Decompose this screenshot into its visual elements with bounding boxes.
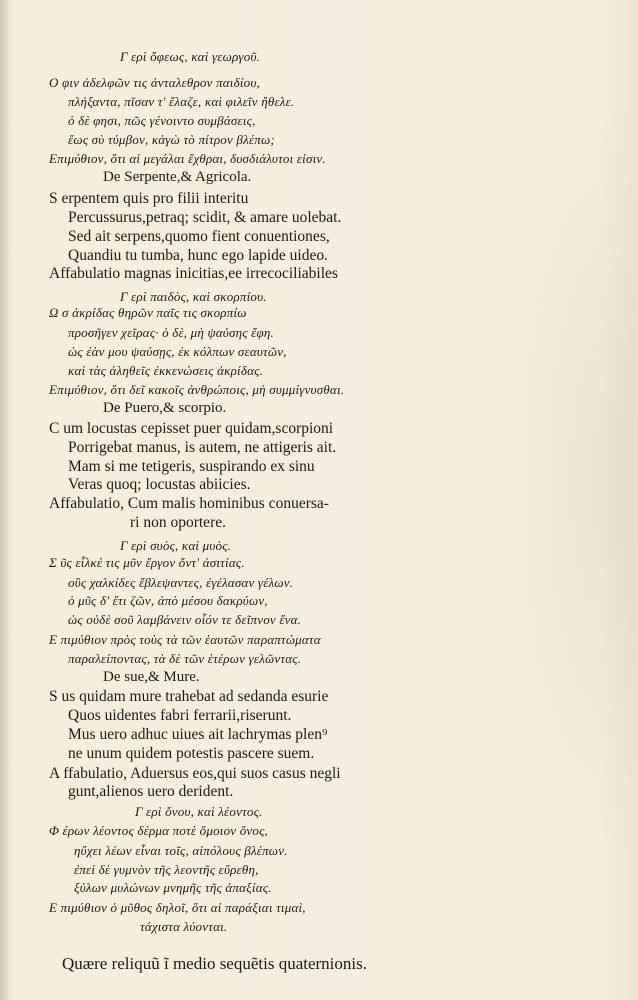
latin-verse: S erpentem quis pro filii interitu xyxy=(49,190,249,207)
greek-moral: Επιμύθιον, ὅτι αἱ μεγάλαι ἔχθραι, δυσδιάλυτοι εἰσιν. xyxy=(49,151,326,166)
greek-verse: Φ έρων λέοντος δέρμα ποτὲ ὅμοιον ὄνος, xyxy=(49,823,269,838)
latin-verse: ne unum quidem potestis pascere suem. xyxy=(68,745,315,762)
greek-title: Γ ερὶ συὸς, καὶ μυὸς. xyxy=(120,538,232,553)
latin-affabulatio: A ffabulatio, Aduersus eos,qui suos casus negli xyxy=(49,765,341,782)
greek-verse: ηὔχει λέων εἶναι τοῖς, αἰπόλους βλέπων. xyxy=(74,843,288,858)
latin-title: De Puero,& scorpio. xyxy=(103,400,227,416)
greek-moral: Ε πιμύθιον ὁ μῦθος δηλοῖ, ὅτι αἱ παράξιαι τιμαὶ, xyxy=(49,900,306,915)
catchword-note: Quære reliquũ ĩ medio sequẽtis quaternionis. xyxy=(62,954,367,973)
greek-verse: Ο φιν ἀδελφῶν τις ἀνταλεθρον παιδίου, xyxy=(49,75,260,90)
latin-title: De Serpente,& Agricola. xyxy=(103,169,252,185)
latin-affabulatio: Affabulatio magnas inicitias,ee irrecociliabiles xyxy=(49,265,338,282)
greek-verse: οὓς χαλκίδες ἔβλεψαντες, ἐγέλασαν γέλων. xyxy=(68,575,294,590)
greek-verse: ὡς οὐδὲ σοῦ λαμβάνειν οἷόν τε δεῖπνον ἕνα. xyxy=(68,612,302,627)
latin-verse: C um locustas cepisset puer quidam,scorpioni xyxy=(49,420,334,437)
greek-verse: ἐπεὶ δὲ γυμνὸν τῆς λεοντῆς εὕρεθη, xyxy=(74,862,259,877)
latin-verse: Sed ait serpens,quomo fient conuentiones, xyxy=(68,228,330,245)
greek-verse: Σ ῦς εἷλκέ τις μῦν ἔργον ὄντ' ἀσιτίας. xyxy=(49,555,245,570)
latin-affabulatio: ri non oportere. xyxy=(130,514,226,531)
greek-verse: Ω σ ἀκρίδας θηρῶν παῖς τις σκορπίω xyxy=(49,305,247,320)
greek-moral: Επιμύθιον, ὅτι δεῖ κακοῖς ἀνθρώποις, μὴ συμμίγνυσθαι. xyxy=(49,382,345,397)
greek-verse: καὶ τὰς ἀληθεῖς ἐκκενώσεις ἀκρίδας. xyxy=(68,363,264,378)
latin-verse: Quandiu tu tumba, hunc ego lapide uideo. xyxy=(68,247,328,264)
greek-moral: Ε πιμύθιον πρὸς τοὺς τὰ τῶν ἑαυτῶν παραπτώματα xyxy=(49,632,321,647)
page-gutter-shadow xyxy=(0,0,10,1000)
latin-verse: Porrigebat manus, is autem, ne attigeris ait. xyxy=(68,439,337,456)
latin-affabulatio: Affabulatio, Cum malis hominibus conuersa- xyxy=(49,495,329,512)
greek-verse: ὡς ἐὰν μου ψαύσῃς, ἐκ κόλπων σεαυτῶν, xyxy=(68,344,287,359)
latin-verse: S us quidam mure trahebat ad sedanda esurie xyxy=(49,688,329,705)
latin-verse: Percussurus,petraq; scidit, & amare uolebat. xyxy=(68,209,342,226)
greek-moral: τάχιστα λύονται. xyxy=(140,919,228,934)
greek-verse: πλήξαντα, πῖσαν τ' ἔλαζε, καὶ φιλεῖν ἤθελε. xyxy=(68,94,295,109)
latin-title: De sue,& Mure. xyxy=(103,669,200,685)
latin-verse: Veras quoq; locustas abiicies. xyxy=(68,476,251,493)
latin-verse: Mam si me tetigeris, suspirando ex sinu xyxy=(68,458,315,475)
greek-verse: ὁ δὲ φησι, πῶς γένοιντο συμβάσεις, xyxy=(68,113,256,128)
greek-verse: ὁ μῦς δ' ἔτι ζῶν, ἀπὸ μέσου δακρύων, xyxy=(68,593,268,608)
greek-verse: ἕως σὺ τύμβον, κἀγὼ τὸ πίτρον βλέπω; xyxy=(68,132,275,147)
greek-title: Γ ερὶ ὄφεως, καὶ γεωργοῦ. xyxy=(120,49,261,64)
greek-verse: ξύλων μυλώνων μνημῆς τῆς ἀπαξίας. xyxy=(74,880,272,895)
show-through-bleed xyxy=(508,100,638,860)
latin-verse: Mus uero adhuc uiues ait lachrymas plen⁹ xyxy=(68,726,328,743)
latin-affabulatio: gunt,alienos uero derident. xyxy=(68,783,234,800)
greek-title: Γ ερὶ παιδὸς, καὶ σκορπίου. xyxy=(120,289,267,304)
greek-verse: προσῆγεν χεῖρας· ὁ δὲ, μὴ ψαύσης ἔφη. xyxy=(68,325,274,340)
latin-verse: Quos uidentes fabri ferrarii,riserunt. xyxy=(68,707,292,724)
greek-title: Γ ερὶ ὄνου, καὶ λέοντος. xyxy=(135,804,263,819)
greek-moral: παραλείποντας, τὰ δὲ τῶν ἑτέρων γελῶντας. xyxy=(68,651,302,666)
